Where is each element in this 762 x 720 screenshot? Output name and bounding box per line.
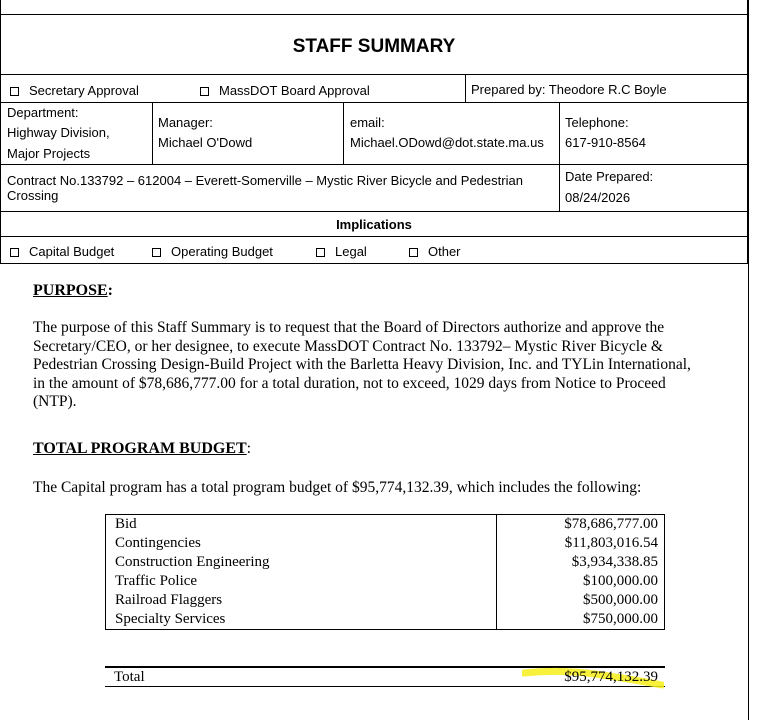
budget-item-amount: $3,934,338.85 [571, 554, 658, 570]
purpose-paragraph [33, 319, 691, 412]
page-title: STAFF SUMMARY [292, 36, 456, 57]
rule-department-top [0, 102, 748, 103]
budget-item-amount: $500,000.00 [583, 592, 658, 608]
purpose-line: in the amount of $78,686,777.00 for a total duration, not to exceed, 1029 days from Notice to Proceed [33, 374, 666, 392]
budget-item-name: Specialty Services [115, 611, 226, 627]
secretary-approval-checkbox[interactable] [10, 87, 19, 96]
budget-row [106, 534, 664, 553]
purpose-heading: PURPOSE [33, 282, 108, 299]
budget-item-name: Construction Engineering [115, 554, 270, 570]
budget-row [106, 553, 664, 572]
date-prepared-value: 08/24/2026 [565, 190, 631, 205]
date-prepared-label: Date Prepared: [565, 169, 654, 184]
board-approval-checkbox[interactable] [200, 87, 209, 96]
purpose-colon: : [107, 282, 113, 299]
implications-heading: Implications [336, 217, 412, 232]
rule-implications-top [0, 211, 748, 212]
form-top-rule [0, 14, 748, 15]
budget-table-column-divider [496, 514, 497, 629]
divider-email [343, 102, 344, 164]
capital-budget-checkbox[interactable] [10, 248, 19, 257]
page-edge [748, 0, 749, 720]
email-label: email: [350, 115, 385, 130]
total-label: Total [114, 669, 145, 685]
purpose-line: (NTP). [33, 393, 77, 410]
operating-budget-option[interactable]: Operating Budget [152, 244, 273, 259]
purpose-line: Secretary/CEO, or her designee, to execute MassDOT Contract No. 133792– Mystic River Bicycle & [33, 337, 663, 355]
budget-heading: TOTAL PROGRAM BUDGET [33, 440, 247, 457]
manager-label: Manager: [158, 115, 213, 130]
purpose-line: Pedestrian Crossing Design-Build Project with the Barletta Heavy Division, Inc. and TYLin International, [33, 356, 691, 373]
operating-budget-checkbox[interactable] [152, 248, 161, 257]
budget-item-name: Traffic Police [115, 573, 198, 589]
legal-option[interactable]: Legal [316, 244, 367, 259]
contract-line-1: Contract No.133792 – 612004 – Everett-Somerville – Mystic River Bicycle and Pedestrian [7, 173, 523, 188]
rule-contract-top [0, 164, 748, 165]
budget-item-amount: $100,000.00 [583, 573, 658, 589]
budget-section-heading [33, 440, 251, 458]
budget-intro: The Capital program has a total program budget of $95,774,132.39, which includes the following: [33, 479, 642, 496]
department-value-line-1: Highway Division, [7, 125, 110, 140]
budget-row [106, 610, 664, 629]
telephone-label: Telephone: [565, 115, 629, 130]
total-amount: $95,774,132.39 [564, 669, 658, 685]
budget-item-name: Bid [115, 516, 137, 532]
rule-implications-bottom [0, 236, 748, 237]
divider-prepared-by [465, 74, 466, 102]
budget-item-amount: $750,000.00 [583, 611, 658, 627]
budget-table [105, 514, 665, 630]
divider-manager [152, 102, 153, 164]
purpose-line: The purpose of this Staff Summary is to request that the Board of Directors authorize and approve the [33, 319, 665, 336]
budget-item-amount: $11,803,016.54 [564, 535, 658, 551]
email-value: Michael.ODowd@dot.state.ma.us [350, 135, 544, 150]
budget-row [106, 572, 664, 591]
budget-colon: : [246, 440, 252, 457]
contract-line-2: Crossing [7, 188, 59, 203]
budget-row [106, 515, 664, 534]
other-checkbox[interactable] [409, 248, 418, 257]
secretary-approval-option[interactable]: Secretary Approval [10, 83, 139, 98]
divider-telephone [559, 102, 560, 211]
telephone-value: 617-910-8564 [565, 135, 646, 150]
budget-row [106, 591, 664, 610]
prepared-by: Prepared by: Theodore R.C Boyle [471, 82, 667, 97]
budget-item-name: Railroad Flaggers [115, 592, 223, 608]
board-approval-option[interactable]: MassDOT Board Approval [200, 83, 370, 98]
capital-budget-option[interactable]: Capital Budget [10, 244, 114, 259]
manager-value: Michael O'Dowd [158, 135, 253, 150]
rule-approvals-top [0, 74, 748, 75]
budget-item-name: Contingencies [115, 535, 201, 551]
legal-checkbox[interactable] [316, 248, 325, 257]
purpose-section [33, 282, 113, 300]
other-option[interactable]: Other [409, 244, 461, 259]
department-value-line-2: Major Projects [7, 146, 91, 161]
budget-item-amount: $78,686,777.00 [564, 516, 658, 532]
department-label: Department: [7, 105, 79, 120]
